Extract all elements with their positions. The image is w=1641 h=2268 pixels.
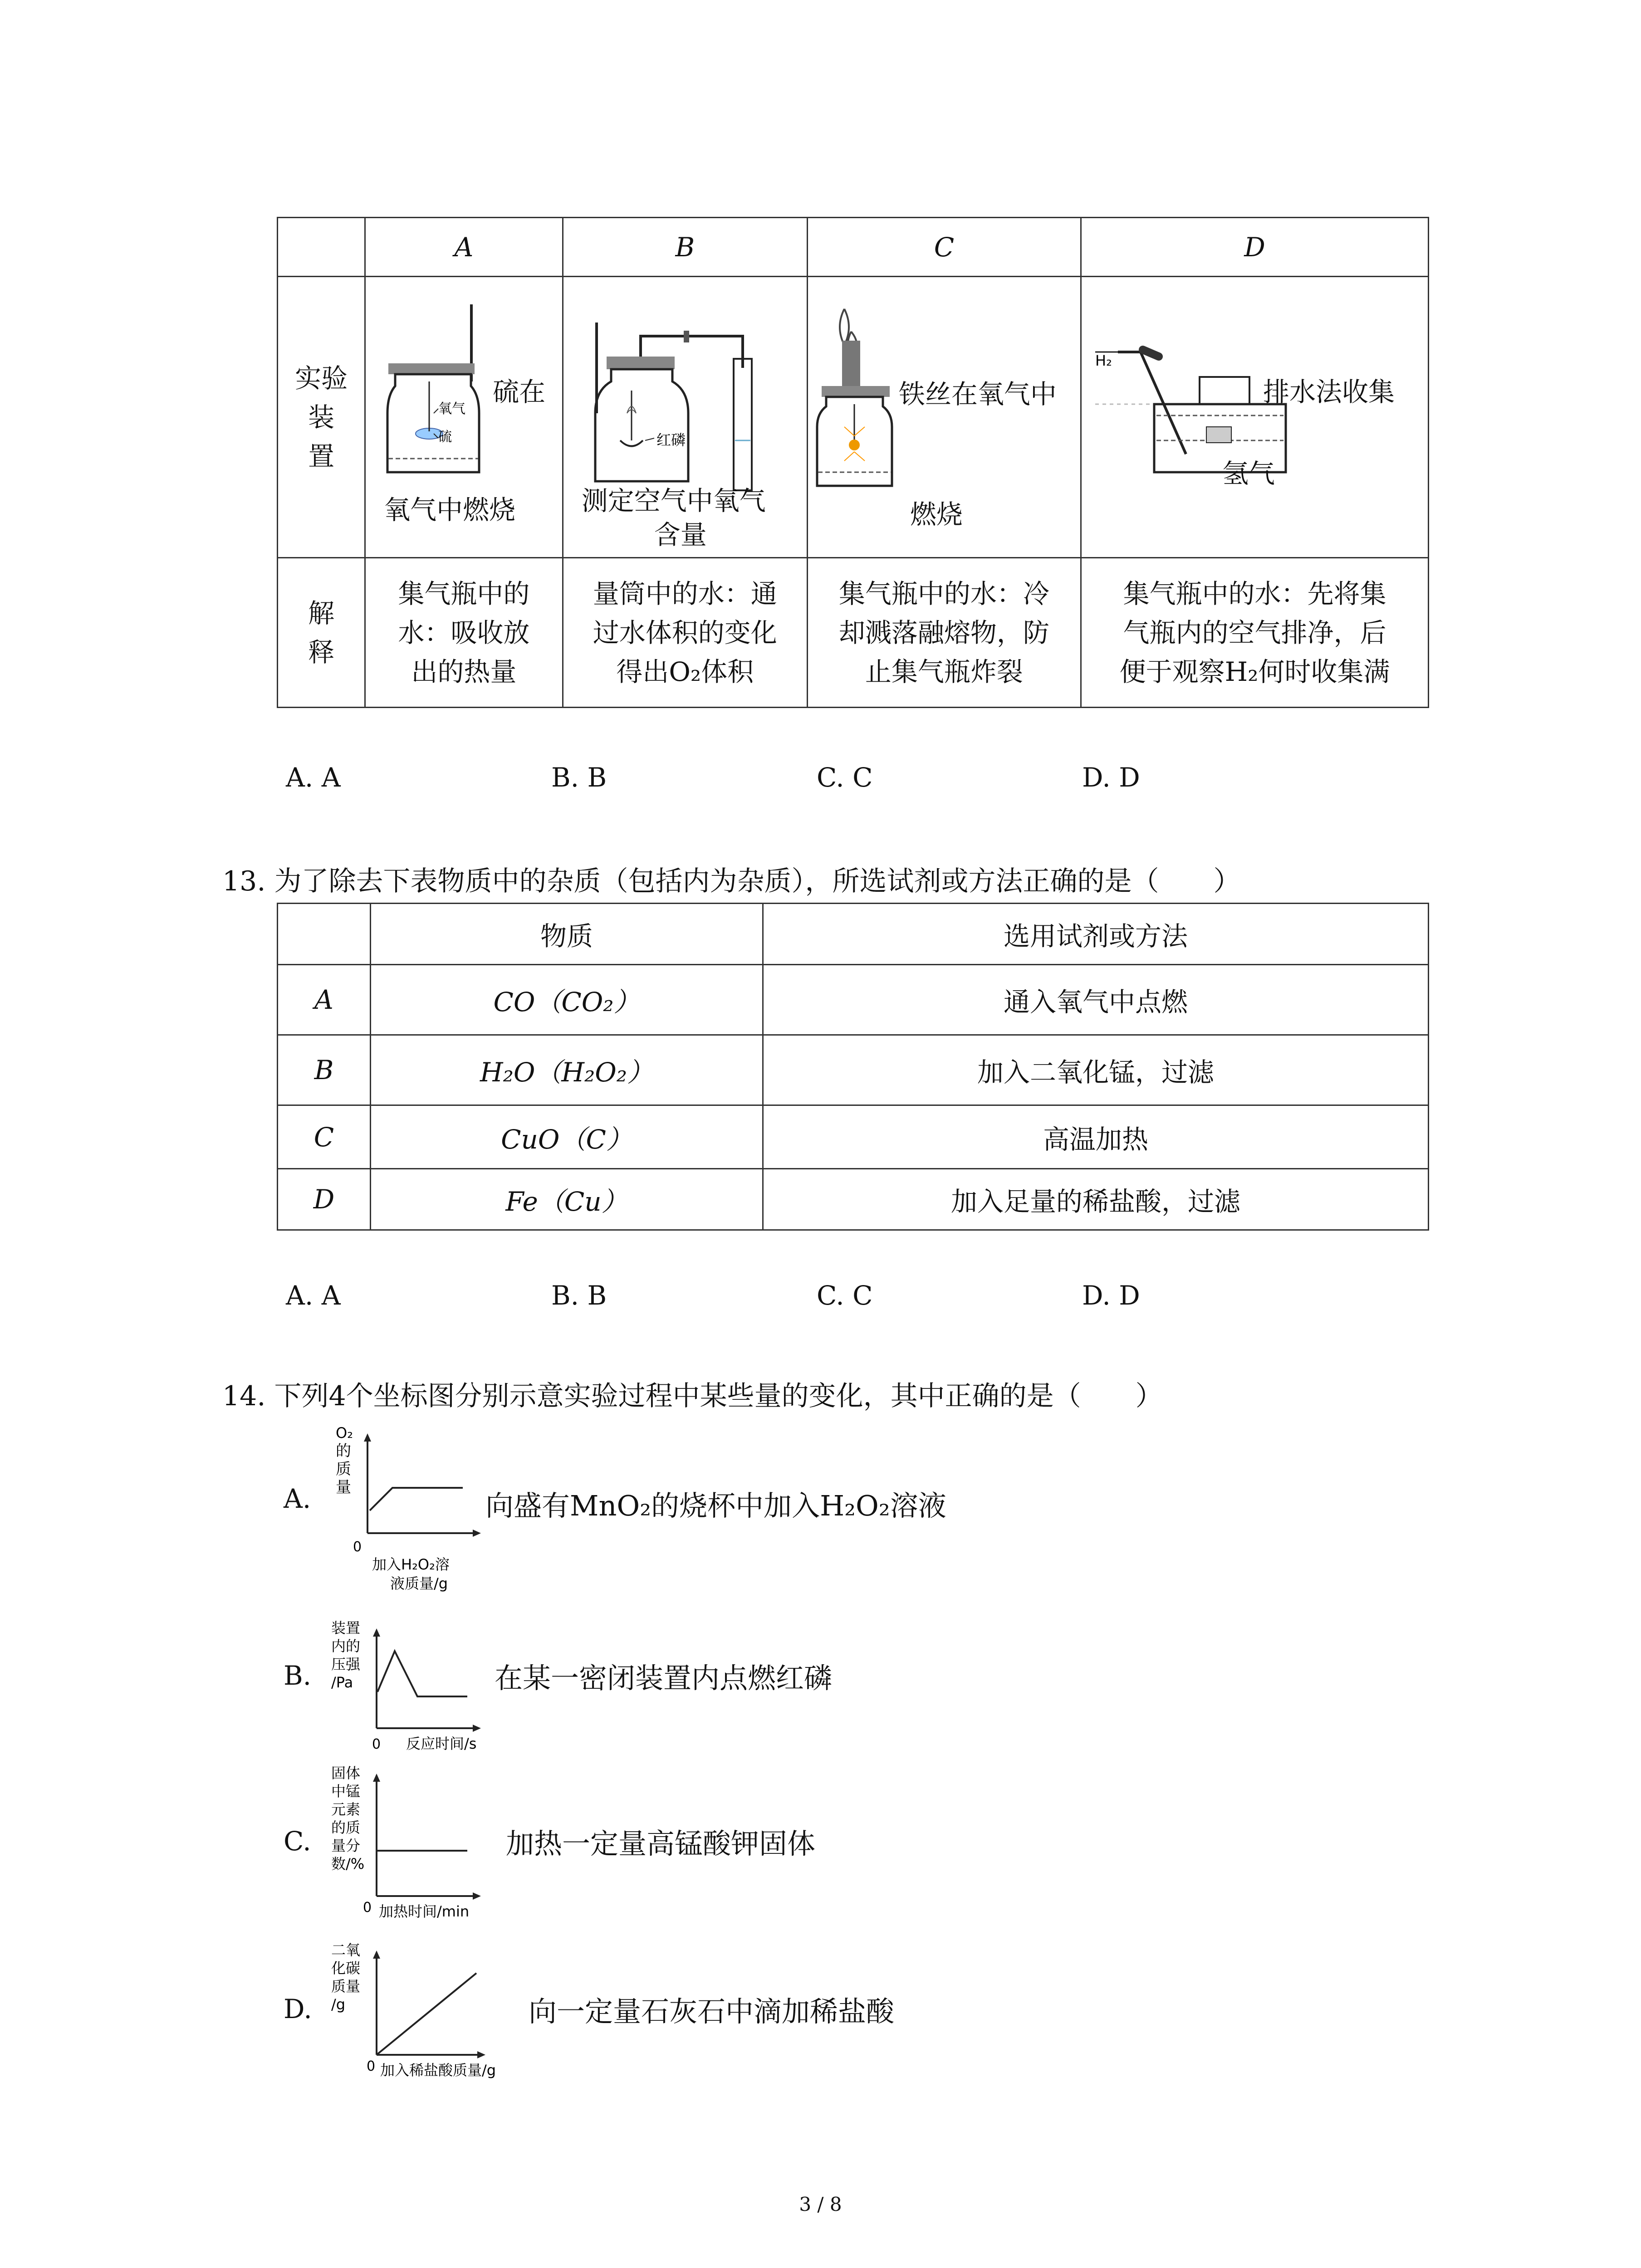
red-phosphorus-label: 红磷 (656, 431, 686, 449)
q12-header-row (278, 218, 1429, 277)
q12-b-caption-2: 含量 (654, 519, 707, 550)
q12-options (0, 762, 1641, 798)
q14-graph-b-desc: 在某一密闭装置内点燃红磷 (495, 1662, 833, 1695)
q12-c-caption-right: 铁丝在氧气中 (898, 379, 1057, 410)
graph-b-line (377, 1651, 467, 1696)
table-row (278, 965, 1429, 1035)
q13-option-c[interactable]: C. C (817, 1280, 873, 1311)
q13-option-a[interactable]: A. A (286, 1280, 341, 1311)
q12-option-d[interactable]: D. D (1082, 762, 1140, 793)
q12-device-b-cell (563, 277, 807, 558)
svg-text:反应时间/s: 反应时间/s (406, 1735, 477, 1752)
q13-option-d[interactable]: D. D (1082, 1280, 1140, 1311)
q12-a-caption-bottom: 氧气中燃烧 (384, 494, 516, 525)
q13-row-substance: H₂O（H₂O₂） (371, 1035, 763, 1105)
q12-a-caption-right: 硫在 (493, 376, 546, 407)
q12-header-d: D (1081, 218, 1429, 277)
table-row (278, 1169, 1429, 1230)
q13-header-blank (278, 904, 371, 965)
q12-explanation-b: 量筒中的水：通 过水体积的变化 得出O₂体积 (563, 558, 807, 708)
svg-text:加热时间/min: 加热时间/min (379, 1903, 470, 1920)
svg-text:0: 0 (372, 1736, 381, 1752)
q12-d-caption-right: 排水法收集 (1263, 376, 1395, 407)
q14-graph-a-desc: 向盛有MnO₂的烧杯中加入H₂O₂溶液 (485, 1489, 946, 1522)
q12-explanation-row (278, 558, 1429, 708)
table-row (278, 1105, 1429, 1169)
q12-header-b: B (563, 218, 807, 277)
q12-c-caption-bottom: 燃烧 (910, 499, 963, 530)
q13-row-method: 加入足量的稀盐酸，过滤 (763, 1169, 1429, 1230)
svg-text:量: 量 (336, 1478, 351, 1496)
svg-text:数/%: 数/% (331, 1855, 365, 1872)
q12-option-b[interactable]: B. B (551, 762, 607, 793)
q14-option-d-letter[interactable]: D. (284, 1994, 312, 2024)
svg-text:/Pa: /Pa (331, 1674, 353, 1691)
q13-row-label: B (278, 1035, 371, 1105)
svg-text:的质: 的质 (331, 1819, 361, 1836)
q14-graph-d (327, 1937, 563, 2100)
q12-explanation-d: 集气瓶中的水：先将集 气瓶内的空气排净，后 便于观察H₂何时收集满 (1081, 558, 1429, 708)
svg-text:质: 质 (336, 1460, 351, 1478)
table-row (278, 1035, 1429, 1105)
svg-text:0: 0 (367, 2058, 376, 2074)
q13-row-label: A (278, 965, 371, 1035)
q12-device-row-label: 实验 装 置 (278, 277, 365, 558)
q12-device-d-cell (1081, 277, 1429, 558)
svg-text:中锰: 中锰 (331, 1783, 361, 1800)
svg-text:化碳: 化碳 (331, 1960, 361, 1977)
q12-d-caption-bottom: 氢气 (1222, 458, 1275, 489)
sulfur-label: 硫 (438, 429, 452, 445)
q12-header-blank (278, 218, 365, 277)
svg-text:的: 的 (336, 1442, 351, 1460)
svg-text:液质量/g: 液质量/g (390, 1575, 448, 1592)
svg-text:内的: 内的 (331, 1637, 361, 1655)
q13-row-label: C (278, 1105, 371, 1169)
q13-stem: 13. 为了除去下表物质中的杂质（包括内为杂质），所选试剂或方法正确的是（ ） (222, 865, 1241, 897)
q12-table (277, 217, 1429, 708)
q14-stem: 14. 下列4个坐标图分别示意实验过程中某些量的变化，其中正确的是（ ） (222, 1380, 1163, 1412)
water-displacement-apparatus (1082, 277, 1431, 558)
q13-table (277, 903, 1429, 1231)
svg-text:装置: 装置 (331, 1619, 361, 1637)
svg-text:二氧: 二氧 (331, 1941, 361, 1959)
q13-header-row (278, 904, 1429, 965)
q13-options (0, 1280, 1641, 1316)
q13-row-substance: CuO（C） (371, 1105, 763, 1169)
q14-graph-d-desc: 向一定量石灰石中滴加稀盐酸 (529, 1995, 895, 2028)
graph-a-line (370, 1488, 463, 1510)
svg-text:质量: 质量 (331, 1978, 361, 1995)
svg-text:/g: /g (331, 1996, 346, 2013)
svg-text:压强: 压强 (331, 1656, 361, 1673)
q13-row-label: D (278, 1169, 371, 1230)
svg-text:加入H₂O₂溶: 加入H₂O₂溶 (372, 1556, 450, 1573)
page-number: 3 / 8 (799, 2193, 842, 2215)
q12-device-a-cell (365, 277, 563, 558)
svg-text:元素: 元素 (331, 1801, 361, 1818)
q12-explanation-c: 集气瓶中的水：冷 却溅落融熔物，防 止集气瓶炸裂 (807, 558, 1081, 708)
q14-graph-c-desc: 加热一定量高锰酸钾固体 (506, 1827, 816, 1860)
q12-explanation-row-label: 解 释 (278, 558, 365, 708)
svg-text:固体: 固体 (331, 1765, 361, 1782)
q12-header-a: A (365, 218, 563, 277)
q13-header-substance: 物质 (371, 904, 763, 965)
oxygen-label: 氧气 (438, 401, 466, 417)
q12-option-a[interactable]: A. A (286, 762, 341, 793)
q12-b-caption-1: 测定空气中氧气 (581, 485, 766, 516)
q13-row-substance: Fe（Cu） (371, 1169, 763, 1230)
q12-explanation-a: 集气瓶中的 水：吸收放 出的热量 (365, 558, 563, 708)
q14-option-c-letter[interactable]: C. (284, 1826, 311, 1857)
q12-device-c-cell (807, 277, 1081, 558)
q14-option-b-letter[interactable]: B. (284, 1660, 312, 1691)
svg-text:0: 0 (363, 1900, 372, 1916)
svg-text:量分: 量分 (331, 1837, 361, 1854)
svg-text:O₂: O₂ (336, 1424, 353, 1442)
q13-row-method: 加入二氧化锰，过滤 (763, 1035, 1429, 1105)
q13-header-method: 选用试剂或方法 (763, 904, 1429, 965)
q14-option-a-letter[interactable]: A. (284, 1483, 311, 1514)
q13-row-method: 高温加热 (763, 1105, 1429, 1169)
q13-option-b[interactable]: B. B (551, 1280, 607, 1311)
graph-d-line (377, 1973, 476, 2055)
svg-text:加入稀盐酸质量/g: 加入稀盐酸质量/g (380, 2062, 496, 2079)
q12-device-row (278, 277, 1429, 558)
q13-row-method: 通入氧气中点燃 (763, 965, 1429, 1035)
q12-header-c: C (807, 218, 1081, 277)
svg-text:0: 0 (353, 1539, 362, 1555)
q12-option-c[interactable]: C. C (817, 762, 873, 793)
hydrogen-tube-label: H₂ (1095, 352, 1112, 369)
q13-row-substance: CO（CO₂） (371, 965, 763, 1035)
